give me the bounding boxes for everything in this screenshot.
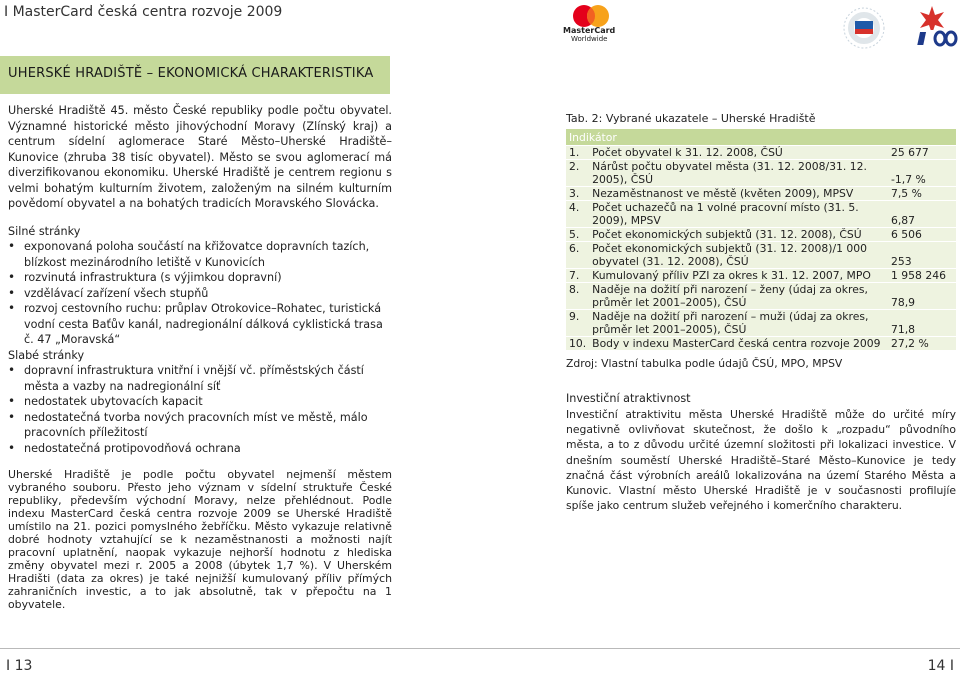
table-row [566, 283, 956, 310]
row-label: Počet ekonomických subjektů (31. 12. 2008)/1 000 obyvatel (31. 12. 2008), ČSÚ [589, 242, 888, 269]
row-value: 1 958 246 [888, 269, 956, 283]
table-row [566, 187, 956, 201]
table-header: Indikátor [566, 129, 956, 146]
list-item: • rozvoj cestovního ruchu: průplav Otrokovice–Rohatec, turistická vodní cesta Baťův kanál, nadregionální dálková cyklistická trasa č. 47 „Moravská“ [8, 301, 392, 348]
table-title: Tab. 2: Vybrané ukazatele – Uherské Hradiště [566, 112, 816, 125]
strengths-list [8, 239, 392, 348]
weaknesses-heading: Slabé stránky [8, 348, 85, 362]
row-value: 253 [888, 242, 956, 269]
row-label: Počet ekonomických subjektů (31. 12. 2008), ČSÚ [589, 228, 888, 242]
mastercard-brand: MasterCard [563, 26, 616, 35]
row-value: -1,7 % [888, 160, 956, 187]
list-item: • nedostatečná protipovodňová ochrana [8, 441, 392, 457]
czech-top-100-logo [896, 4, 958, 48]
list-item: • nedostatečná tvorba nových pracovních míst ve městě, málo pracovních příležitostí [8, 410, 392, 441]
intro-paragraph: Uherské Hradiště 45. město České republiky podle počtu obyvatel. Významné historické město jihovýchodní Moravy (Zlínský kraj) a centrum sídelní aglomerace Staré Město–Uherské Hradiště–Kunovice (zhruba 38 tisíc obyvatel). Město se svou aglomerací má diverzifikovanou ekonomiku. Uherské Hradiště je centrem regionu s velmi bohatým kulturním životem, založeným na silném kulturním povědomí obyvatel a na bohatých tradicích Moravského Slovácka. [8, 104, 392, 210]
row-value: 27,2 % [888, 337, 956, 351]
list-item: • vzdělávací zařízení všech stupňů [8, 286, 392, 302]
footer-divider [0, 648, 960, 649]
table-row [566, 310, 956, 337]
list-item: • nedostatek ubytovacích kapacit [8, 394, 392, 410]
row-label: Naděje na dožití při narození – muži (údaj za okres, průměr let 2001–2005), ČSÚ [589, 310, 888, 337]
row-number: 5. [566, 228, 589, 242]
right-column [566, 112, 956, 513]
page-number-right: 14 I [927, 658, 954, 674]
row-number: 3. [566, 187, 589, 201]
table-row [566, 337, 956, 351]
left-column [8, 103, 392, 611]
strengths-heading: Silné stránky [8, 224, 81, 238]
mastercard-wordmark [563, 26, 615, 44]
row-value: 25 677 [888, 146, 956, 160]
table-row [566, 269, 956, 283]
table-row [566, 201, 956, 228]
row-value: 71,8 [888, 310, 956, 337]
row-number: 6. [566, 242, 589, 269]
row-label: Nárůst počtu obyvatel města (31. 12. 2008/31. 12. 2005), ČSÚ [589, 160, 888, 187]
row-label: Nezaměstnanost ve městě (květen 2009), MPSV [589, 187, 888, 201]
list-item: • dopravní infrastruktura vnitřní i vnější vč. příměstských částí města a vazby na nadregionální síť [8, 363, 392, 394]
table-row [566, 146, 956, 160]
table-row [566, 160, 956, 187]
row-label: Počet obyvatel k 31. 12. 2008, ČSÚ [589, 146, 888, 160]
table-row [566, 228, 956, 242]
row-label: Kumulovaný příliv PZI za okres k 31. 12. 2007, MPO [589, 269, 888, 283]
investment-paragraph: Investiční atraktivitu města Uherské Hradiště může do určité míry negativně ovlivňovat skutečnost, že došlo k „rozpadu“ původního města, a to z důvodu určité územní složitosti při lokalizaci investice. V dnešním souměstí Uherské Hradiště–Staré Město–Kunovice je tedy značná část výrobních areálů lokalizována na území Starého Města a Kunovic. Vlastní město Uherské Hradiště je v současnosti profilujíe spíše jako centrum služeb veřejného i komerčního charakteru. [566, 408, 956, 513]
indicator-table [566, 129, 956, 350]
row-number: 4. [566, 201, 589, 228]
table-row [566, 242, 956, 269]
document-header-title: I MasterCard česká centra rozvoje 2009 [4, 4, 283, 20]
table-source: Zdroj: Vlastní tabulka podle údajů ČSÚ, MPO, MPSV [566, 357, 843, 370]
row-label: Počet uchazečů na 1 volné pracovní místo (31. 5. 2009), MPSV [589, 201, 888, 228]
mastercard-sub: Worldwide [571, 35, 608, 43]
row-number: 9. [566, 310, 589, 337]
row-value: 7,5 % [888, 187, 956, 201]
weaknesses-list [8, 363, 392, 456]
investment-heading: Investiční atraktivnost [566, 392, 691, 405]
row-value: 78,9 [888, 283, 956, 310]
list-item: • exponovaná poloha součástí na křižovatce dopravních tazích, blízkost mezinárodního letiště v Kunovicích [8, 239, 392, 270]
row-label: Body v indexu MasterCard česká centra rozvoje 2009 [589, 337, 888, 351]
section-title: UHERSKÉ HRADIŠTĚ – EKONOMICKÁ CHARAKTERISTIKA [8, 66, 374, 81]
row-number: 10. [566, 337, 589, 351]
row-value: 6 506 [888, 228, 956, 242]
row-value: 6,87 [888, 201, 956, 228]
ve-partner-logo [842, 6, 886, 50]
row-number: 7. [566, 269, 589, 283]
outro-paragraph: Uherské Hradiště je podle počtu obyvatel nejmenší městem vybraného souboru. Přesto jeho význam v sídelní struktuře České republiky, především východní Moravy, nelze přehlédnout. Podle indexu MasterCard česká centra rozvoje 2009 se Uherské Hradiště umístilo na 21. pozici pomyslného žebříčku. Město vykazuje relativně dobré hodnoty vztahující se k nezaměstnanosti a možnosti najít pracovní uplatnění, naopak vykazuje nejhorší hodnotu z hlediska změny obyvatel mezi r. 2005 a 2008 (úbytek 1,7 %). V Uherském Hradišti (data za okres) je také nejnižší kumulovaný příliv přímých zahraničních investic, a to jak absolutně, tak v přepočtu na 1 obyvatele. [8, 468, 392, 611]
page-number-left: I 13 [6, 658, 33, 674]
list-item: • rozvinutá infrastruktura (s výjimkou dopravní) [8, 270, 392, 286]
row-label: Naděje na dožití při narození – ženy (údaj za okres, průměr let 2001–2005), ČSÚ [589, 283, 888, 310]
row-number: 2. [566, 160, 589, 187]
row-number: 1. [566, 146, 589, 160]
row-number: 8. [566, 283, 589, 310]
